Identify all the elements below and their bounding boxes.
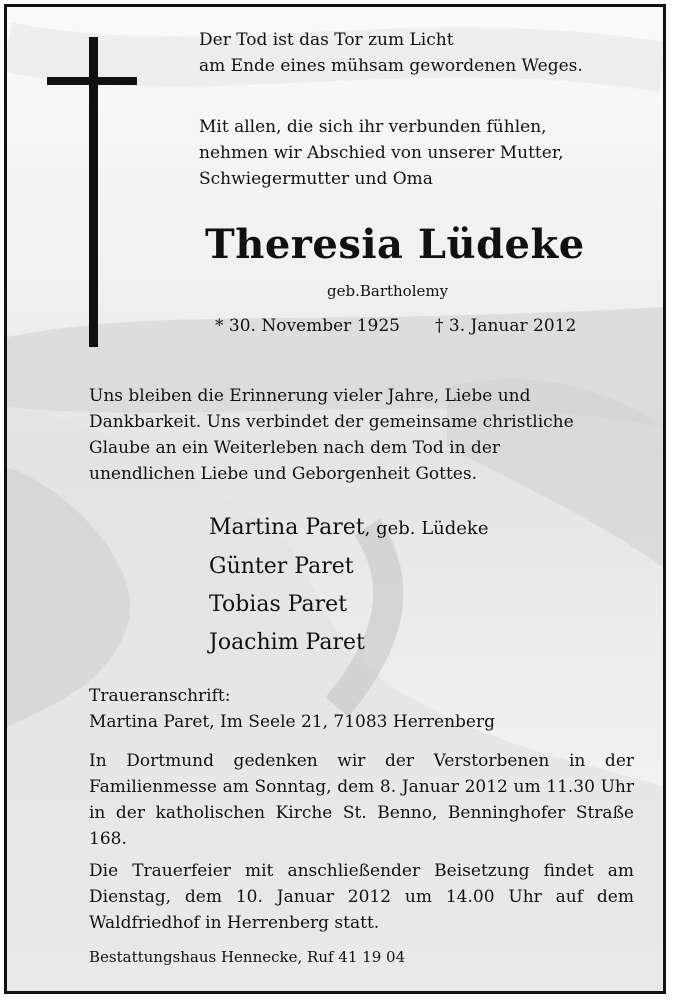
memory-line: Glaube an ein Weiterleben nach dem Tod in der — [89, 438, 501, 458]
intro-text — [199, 114, 563, 192]
death-date: † 3. Januar 2012 — [435, 316, 577, 336]
mourner-name-text: Martina Paret — [209, 515, 365, 540]
intro-line: Mit allen, die sich ihr verbunden fühlen, — [199, 117, 547, 137]
mourner-name: Joachim Paret — [209, 630, 365, 655]
address-label: Traueranschrift: — [89, 686, 231, 706]
undertaker: Bestattungshaus Hennecke, Ruf 41 19 04 — [89, 948, 406, 966]
memory-line: Dankbarkeit. Uns verbindet der gemeinsame christliche — [89, 412, 574, 432]
mourner-name: Tobias Paret — [209, 592, 348, 617]
mourner-suffix: , geb. Lüdeke — [364, 518, 489, 539]
deceased-name: Theresia Lüdeke — [205, 221, 585, 268]
memory-line: Uns bleiben die Erinnerung vieler Jahre, Liebe und — [89, 386, 531, 406]
mourner-name: Günter Paret — [209, 554, 354, 579]
mourning-address — [89, 683, 495, 735]
birth-date: * 30. November 1925 — [215, 316, 400, 336]
mass-notice: In Dortmund gedenken wir der Verstorbenen in der Familienmesse am Sonntag, dem 8. Januar 2012 um 11.30 Uhr in der katholischen Kirche St. Benno, Benninghofer Straße 168. — [89, 751, 634, 849]
intro-line: Schwiegermutter und Oma — [199, 169, 433, 189]
intro-line: nehmen wir Abschied von unserer Mutter, — [199, 143, 564, 163]
verse-line: am Ende eines mühsam gewordenen Weges. — [199, 56, 583, 76]
mourner-name — [209, 509, 489, 548]
memory-text — [89, 383, 574, 487]
maiden-name: geb.Bartholemy — [327, 282, 449, 300]
verse-line: Der Tod ist das Tor zum Licht — [199, 30, 454, 50]
mourners-list — [209, 509, 489, 662]
funeral-notice: Die Trauerfeier mit anschließender Beisetzung findet am Dienstag, dem 10. Januar 2012 um 14.00 Uhr auf dem Waldfriedhof in Herrenberg statt. — [89, 861, 634, 933]
memory-line: unendlichen Liebe und Geborgenheit Gottes. — [89, 464, 477, 484]
address-text: Martina Paret, Im Seele 21, 71083 Herrenberg — [89, 712, 495, 732]
verse — [199, 27, 583, 79]
cross-bar — [47, 77, 137, 85]
obituary-frame — [4, 4, 666, 994]
